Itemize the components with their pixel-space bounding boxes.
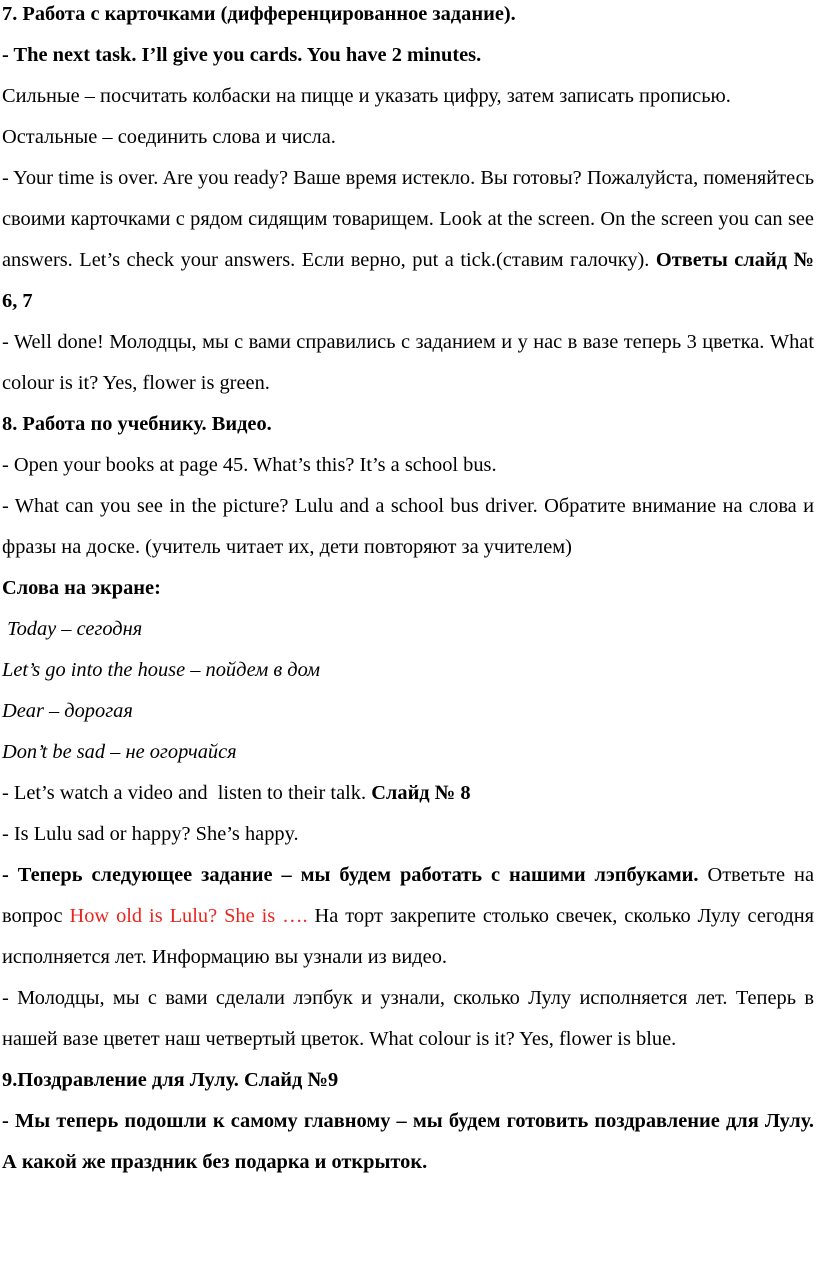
time-over-text: - Your time is over. Are you ready? Ваше время истекло. Вы готовы? Пожалуйста, поменяйтесь своими карточками с рядом сидящим товарищем. Look at the screen. On the screen you can see answers. Let’s check your answers. Если верно, put a tick.(ставим галочку). bbox=[2, 167, 814, 271]
word-item: Let’s go into the house – пойдем в дом bbox=[2, 659, 321, 681]
section-7-time-over bbox=[2, 158, 814, 322]
cake-text: На торт закрепите столько свечек, сколько Лулу сегодня исполняется лет. Информацию вы узнали из видео. bbox=[2, 905, 815, 968]
word-item: Don’t be sad – не огорчайся bbox=[2, 741, 237, 763]
answers-slide-ref: Ответы слайд № 6, 7 bbox=[2, 249, 814, 312]
section-8-video bbox=[2, 773, 814, 814]
video-text: - Let’s watch a video and listen to their talk. bbox=[2, 782, 372, 804]
answer-question-text: Ответьте на вопрос bbox=[2, 864, 814, 927]
section-7-other-students: Остальные – соединить слова и числа. bbox=[2, 126, 336, 148]
section-7-heading: 7. Работа с карточками (дифференцированное задание). bbox=[2, 3, 516, 25]
section-9-main: - Мы теперь подошли к самому главному – мы будем готовить поздравление для Лулу. А какой же праздник без подарка и открыток. bbox=[2, 1110, 814, 1173]
question-highlight: How old is Lulu? She is …. bbox=[69, 905, 308, 927]
section-8-lapbook bbox=[2, 855, 814, 978]
section-8-heading: 8. Работа по учебнику. Видео. bbox=[2, 413, 272, 435]
section-9-heading: 9.Поздравление для Лулу. Слайд №9 bbox=[2, 1069, 339, 1091]
lapbook-task: - Теперь следующее задание – мы будем работать с нашими лэпбуками. bbox=[2, 864, 699, 886]
section-7-well-done: - Well done! Молодцы, мы с вами справились с заданием и у нас в вазе теперь 3 цветка. What colour is it? Yes, flower is green. bbox=[2, 331, 814, 394]
section-8-open-books: - Open your books at page 45. What’s this? It’s a school bus. bbox=[2, 454, 497, 476]
section-8-fourth-flower: - Молодцы, мы с вами сделали лэпбук и узнали, сколько Лулу исполняется лет. Теперь в нашей вазе цветет наш четвертый цветок. What colour is it? Yes, flower is blue. bbox=[2, 987, 814, 1050]
section-7-task: - The next task. I’ll give you cards. You have 2 minutes. bbox=[2, 44, 482, 66]
words-title: Слова на экране: bbox=[2, 577, 161, 599]
section-8-sad-happy: - Is Lulu sad or happy? She’s happy. bbox=[2, 823, 299, 845]
section-8-picture: - What can you see in the picture? Lulu and a school bus driver. Обратите внимание на слова и фразы на доске. (учитель читает их, дети повторяют за учителем) bbox=[2, 495, 814, 558]
section-7-strong-students: Сильные – посчитать колбаски на пицце и указать цифру, затем записать прописью. bbox=[2, 85, 731, 107]
word-item: Dear – дорогая bbox=[2, 700, 133, 722]
slide-8-ref: Слайд № 8 bbox=[371, 782, 471, 804]
word-item: Today – сегодня bbox=[2, 618, 143, 640]
